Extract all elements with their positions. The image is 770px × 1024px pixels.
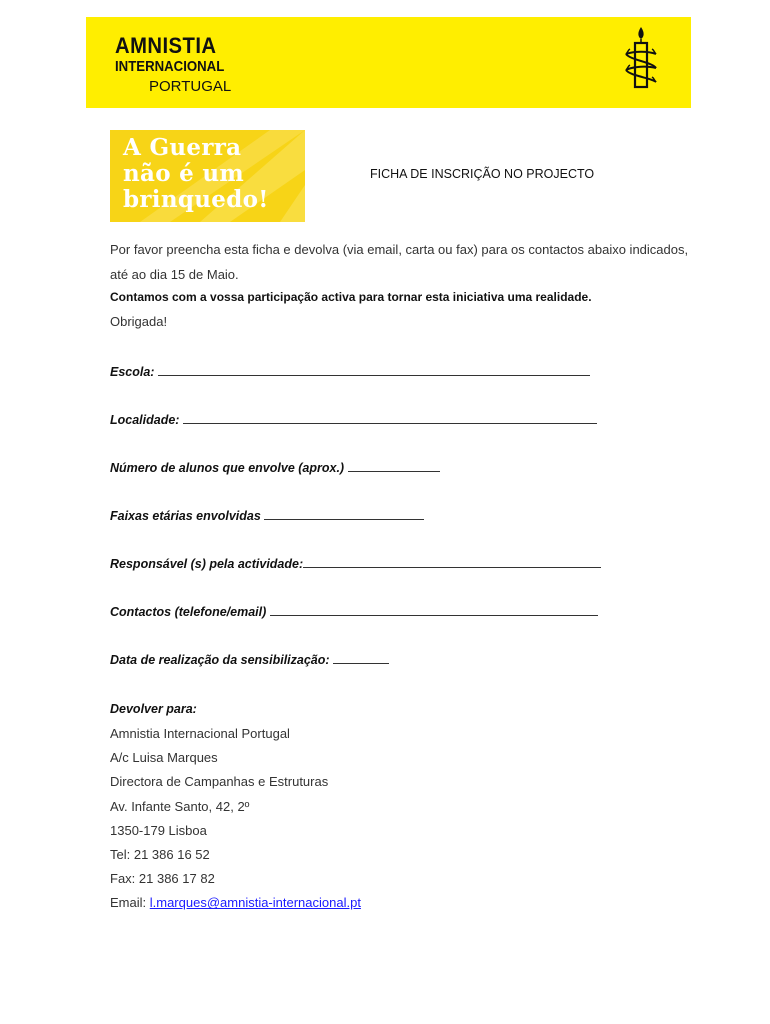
address-line: A/c Luisa Marques xyxy=(110,750,218,766)
field-blank-faixas-etarias[interactable] xyxy=(264,509,424,520)
participation-note: Contamos com a vossa participação activa para tornar esta iniciativa uma realidade. xyxy=(110,290,592,304)
field-label: Escola: xyxy=(110,365,155,379)
field-blank-numero-alunos[interactable] xyxy=(348,461,440,472)
banner-line-2: não é um xyxy=(123,160,245,187)
return-title: Devolver para: xyxy=(110,702,197,716)
field-localidade[interactable] xyxy=(110,413,597,427)
address-line: 1350-179 Lisboa xyxy=(110,822,207,838)
email-label: Email: xyxy=(110,895,147,911)
field-label: Localidade: xyxy=(110,413,180,427)
field-label: Data de realização da sensibilização: xyxy=(110,653,330,667)
return-address xyxy=(110,722,361,916)
banner-title xyxy=(123,135,269,213)
intro-paragraph: Por favor preencha esta ficha e devolva (via email, carta ou fax) para os contactos abaixo indicados, até ao dia 15 de Maio. xyxy=(110,242,689,282)
banner-line-3: brinquedo! xyxy=(123,186,269,213)
field-faixas-etarias[interactable] xyxy=(110,509,424,523)
candle-barbed-wire-icon xyxy=(616,24,666,94)
field-blank-escola[interactable] xyxy=(158,365,590,376)
field-numero-alunos[interactable] xyxy=(110,461,440,475)
address-line: Directora de Campanhas e Estruturas xyxy=(110,774,329,790)
field-responsavel[interactable] xyxy=(110,557,601,571)
address-line: Amnistia Internacional Portugal xyxy=(110,726,290,741)
banner-line-1: A Guerra xyxy=(123,134,242,161)
field-label: Número de alunos que envolve (aprox.) xyxy=(110,461,345,475)
campaign-banner xyxy=(110,130,305,222)
field-label: Responsável (s) pela actividade: xyxy=(110,557,304,571)
field-escola[interactable] xyxy=(110,365,590,379)
logo-line-portugal: PORTUGAL xyxy=(149,78,232,95)
header-band xyxy=(86,17,691,108)
address-line: Av. Infante Santo, 42, 2º xyxy=(110,798,250,814)
fax-line: Fax: 21 386 17 82 xyxy=(110,871,215,887)
amnesty-logo xyxy=(115,34,239,97)
thanks-text: Obrigada! xyxy=(110,314,168,329)
email-link[interactable]: l.marques@amnistia-internacional.pt xyxy=(149,895,361,911)
form-title: FICHA DE INSCRIÇÃO NO PROJECTO xyxy=(370,167,595,181)
field-blank-contactos[interactable] xyxy=(270,605,598,616)
logo-line-amnistia: AMNISTIA xyxy=(115,33,217,58)
field-blank-localidade[interactable] xyxy=(183,413,597,424)
field-data-sensibilizacao[interactable] xyxy=(110,653,389,667)
email-line xyxy=(110,891,361,915)
field-contactos[interactable] xyxy=(110,605,598,619)
field-blank-responsavel[interactable] xyxy=(303,557,601,568)
logo-line-internacional: INTERNACIONAL xyxy=(115,58,225,75)
field-label: Contactos (telefone/email) xyxy=(110,605,267,619)
field-label: Faixas etárias envolvidas xyxy=(110,509,261,523)
phone-line: Tel: 21 386 16 52 xyxy=(110,847,210,863)
field-blank-data[interactable] xyxy=(333,653,389,664)
